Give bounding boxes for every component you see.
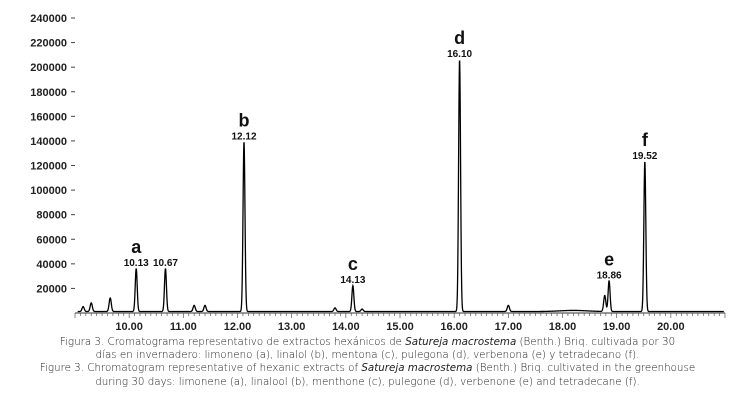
x-tick-label: 20.00 (657, 321, 685, 330)
y-tick-label: 200000 (30, 62, 67, 75)
caption-es-species: Satureja macrostema (405, 336, 517, 348)
y-tick-label: 180000 (30, 86, 67, 99)
peak-letter-label: c (347, 254, 358, 275)
x-tick-label: 12.00 (223, 321, 252, 330)
x-tick-label: 15.00 (386, 321, 414, 330)
peak-labels (124, 28, 658, 286)
caption-en-line-1 (0, 362, 735, 375)
peak-rt-label: 19.52 (632, 151, 658, 163)
y-tick-label: 40000 (36, 258, 67, 271)
y-tick-label: 80000 (36, 209, 67, 222)
caption-en-text-2: (Benth.) Briq. cultivated in the greenhouse (472, 362, 696, 375)
peak-letter-label: b (238, 110, 250, 131)
peak-rt-label: 16.10 (447, 49, 473, 61)
caption-es-text-1: Figura 3. Cromatograma representativo de extractos hexánicos de (59, 336, 406, 348)
peak-letter-label: d (454, 28, 466, 49)
y-tick-label: 20000 (36, 283, 67, 296)
caption-en-species: Satureja macrostema (361, 362, 473, 375)
x-tick-label: 18.00 (548, 321, 577, 330)
y-tick-label: 240000 (30, 13, 67, 25)
caption-es-text-2: (Benth.) Briq. cultivada por 30 (516, 336, 676, 348)
y-tick-label: 160000 (30, 111, 67, 124)
chromatogram-line (78, 61, 724, 311)
peak-letter-label: a (131, 236, 142, 257)
caption-es-line-1 (0, 336, 735, 349)
peak-rt-label: 18.86 (596, 270, 622, 282)
peak-rt-label: 10.13 (123, 257, 149, 269)
x-tick-label: 14.00 (332, 321, 360, 330)
x-tick-label: 16.00 (440, 321, 468, 330)
x-tick-label: 13.00 (277, 321, 306, 330)
x-tick-label: 10.00 (115, 321, 143, 330)
y-tick-label: 120000 (30, 160, 67, 173)
peak-letter-label: e (604, 249, 615, 270)
peak-rt-label: 12.12 (231, 131, 257, 143)
figure-caption (0, 336, 735, 389)
x-tick-label: 11.00 (169, 321, 197, 330)
y-tick-label: 60000 (36, 234, 67, 247)
chart-axes (30, 13, 725, 330)
peak-letter-label: f (641, 130, 648, 151)
peak-rt-label: 14.13 (340, 275, 366, 287)
caption-en-line-2: during 30 days: limonene (a), linalool (b), menthone (c), pulegone (d), verbenone (e) and tetradecane (f). (95, 375, 640, 388)
x-tick-label: 19.00 (602, 321, 631, 330)
y-tick-label: 140000 (30, 135, 67, 148)
caption-en-text-1: Figure 3. Chromatogram representative of hexanic extracts of (39, 362, 362, 375)
peak-rt-label: 10.67 (152, 257, 178, 269)
caption-es-line-2: días en invernadero: limoneno (a), linalol (b), mentona (c), pulegona (d), verbenona (e) y tetradecano (f). (95, 349, 640, 362)
x-tick-label: 17.00 (494, 321, 523, 330)
y-tick-label: 100000 (30, 185, 67, 198)
y-tick-label: 220000 (30, 37, 67, 50)
chromatogram-trace (78, 61, 724, 311)
